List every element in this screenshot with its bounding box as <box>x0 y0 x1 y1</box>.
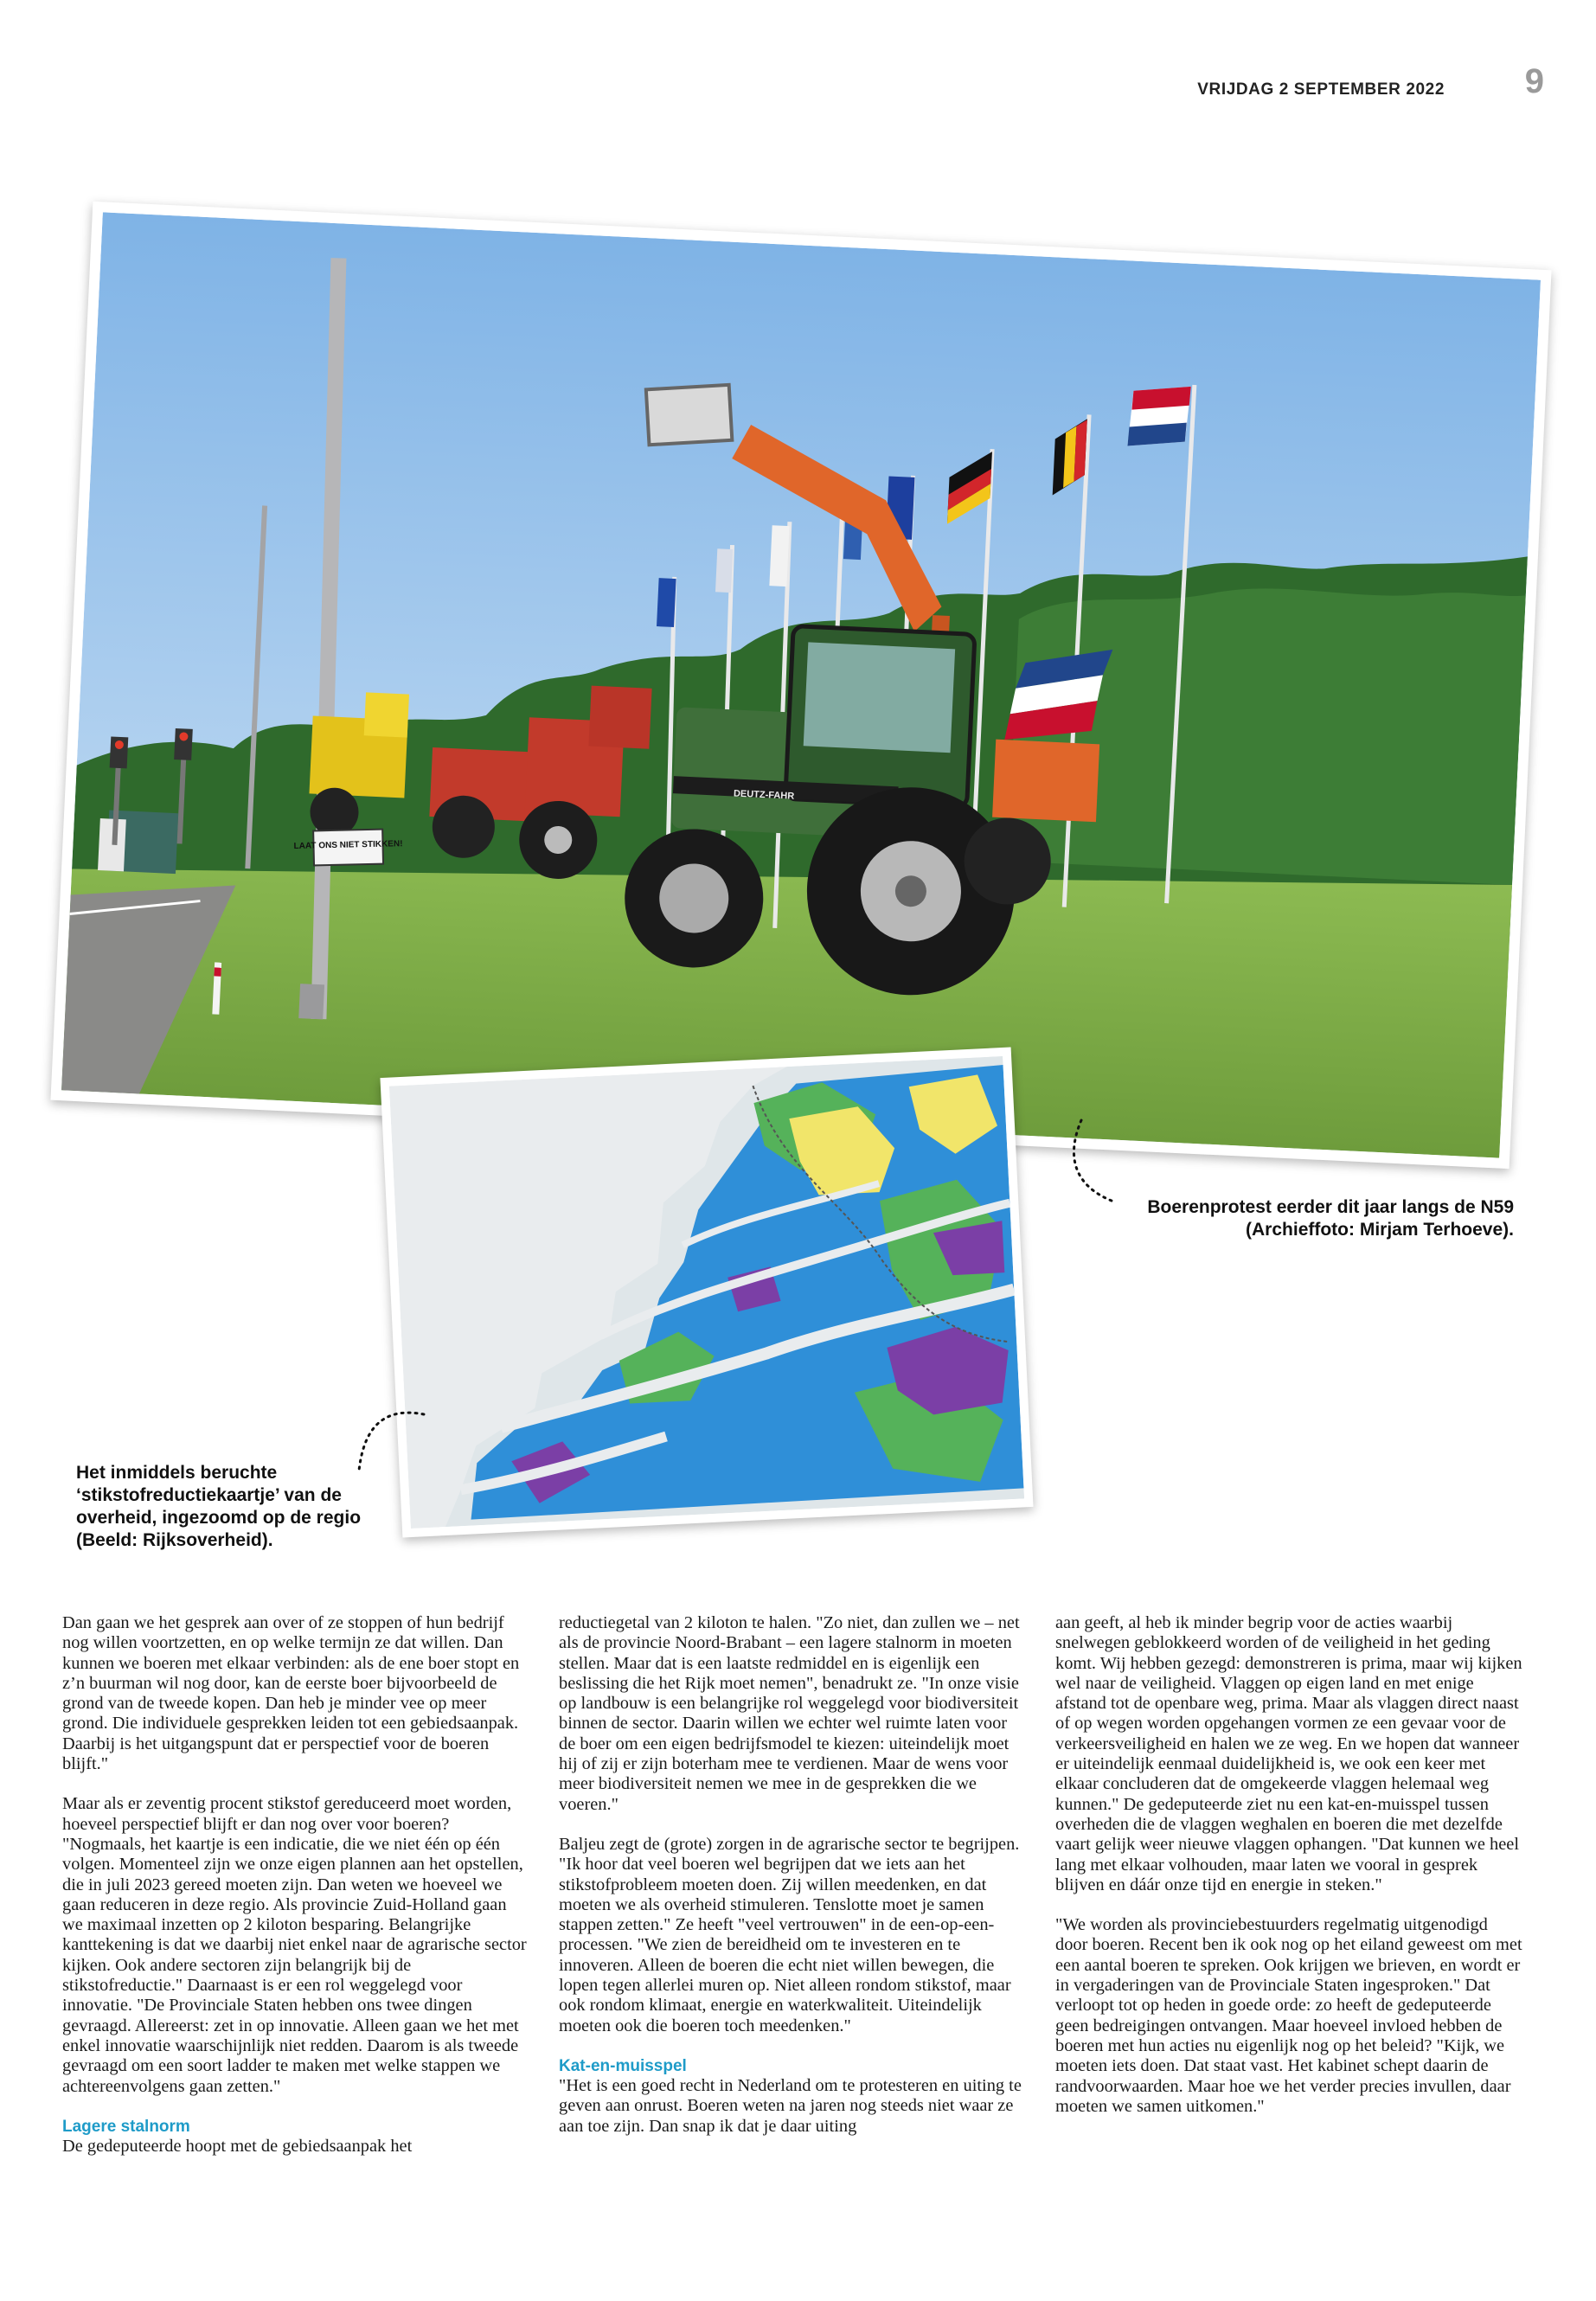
protest-photo-credit: (Archieffoto: Mirjam Terhoeve). <box>1246 1220 1514 1240</box>
map-caption-line: overheid, ingezoomd op de regio <box>76 1508 362 1528</box>
article-column-3 <box>1055 1613 1522 2137</box>
protest-photo-image <box>61 212 1541 1157</box>
article-paragraph: reductiegetal van 2 kiloton te halen. "Zo niet, dan zullen we – net als de provincie Noord-Brabant – een lagere stalnorm in moeten stellen. Maar dat is een laatste redmiddel en is eigenlijk een beslissing die het Rijk moet nemen", benadrukt ze. "In onze visie op landbouw is een belangrijke rol weggelegd voor biodiversiteit binnen de sector. Daarin willen we echter wel ruimte laten voor de boer om een eigen bedrijfsmodel te kiezen: uiteindelijk moet hij of zij er zijn boterham mee te verdienen. Maar de wens voor meer biodiversiteit nemen we mee in de gesprekken die we voeren." <box>559 1613 1020 1814</box>
protest-sign-text: LAAT ONS NIET STIKKEN! <box>293 839 403 851</box>
nitrogen-map-photo <box>380 1047 1033 1537</box>
article-paragraph: Maar als er zeventig procent stikstof gereduceerd moet worden, hoeveel perspectief blijft er dan nog over voor boeren? "Nogmaals, het kaartje is een indicatie, die we niet één op één volgen. Momenteel zijn we onze eigen plannen aan het opstellen, die in juli 2023 gereed moeten zijn. Dan weten we hoeveel we gaan reduceren in deze regio. Als provincie Zuid-Holland gaan we maximaal inzetten op 2 kiloton besparing. Belangrijke kanttekening is dat we daarbij niet enkel naar de agrarische sector kijken. Ook andere sectoren zijn belangrijk bij de stikstofreductie." Daarnaast is er een rol weggelegd voor innovatie. "De Provinciale Staten hebben ons twee dingen gevraagd. Allereerst: zet in op innovatie. Alleen gaan we het met enkel innovatie waarschijnlijk niet redden. Daarom is als tweede gevraagd om een soort ladder te maken met welke stappen we achtereenvolgens gaan zetten." <box>62 1794 527 2096</box>
article-paragraph: De gedeputeerde hoopt met de gebiedsaanpak het <box>62 2136 413 2156</box>
article-paragraph: "We worden als provinciebestuurders regelmatig uitgenodigd door boeren. Recent ben ik ook nog op het eiland geweest om met een aantal boeren te spreken. Ook krijgen we brieven, en wordt er in vergaderingen van de Provinciale Staten ingesproken." Dat verloopt tot op heden in goede orde: zo heeft de gedeputeerde geen bedreigingen ontvangen. Maar hoeveel invloed hebben de boeren met hun acties nu eigenlijk nog op het beleid? "Kijk, we moeten iets doen. Dat staat vast. Het kabinet schept daarin de randvoorwaarden. Maar hoe we het verder precies invullen, daar moeten we samen uitkomen." <box>1055 1915 1522 2116</box>
protest-photo-caption-line: Boerenprotest eerder dit jaar langs de N59 <box>1147 1197 1514 1217</box>
article-column-1 <box>62 1613 529 2157</box>
map-caption-line: ‘stikstofreductiekaartje’ van de <box>76 1485 342 1505</box>
map-caption-line: Het inmiddels beruchte <box>76 1463 278 1483</box>
protest-photo <box>50 202 1551 1169</box>
nitrogen-map-image <box>389 1056 1024 1529</box>
page-date: VRIJDAG 2 SEPTEMBER 2022 <box>1197 80 1445 99</box>
article-paragraph: Dan gaan we het gesprek aan over of ze stoppen of hun bedrijf nog willen voortzetten, en op welke termijn ze dat willen. Dan kunnen we boeren met elkaar verbinden: als de ene boer stopt en z’n buurman wil nog door, kan de eerste boer bijvoorbeeld de grond van de tweede kopen. Dan heb je minder vee op meer grond. Die individuele gesprekken leiden tot een gebiedsaanpak. Daarbij is het uitgangspunt dat er perspectief voor de boeren blijft." <box>62 1613 520 1774</box>
tractor-brand-text: DEUTZ-FAHR <box>733 788 795 802</box>
article-paragraph: aan geeft, al heb ik minder begrip voor de acties waarbij snelwegen geblokkeerd worden of de veiligheid in het geding komt. Wij hebben gezegd: demonstreren is prima, maar wij kijken wel naar de veiligheid. Vlaggen op eigen land en met enige afstand tot de openbare weg, prima. Maar als vlaggen direct naast of op wegen worden opgehangen vormen ze een gevaar voor de verkeersveiligheid en halen we ze weg. En we hopen dat wanneer er uiteindelijk eenmaal duidelijkheid is, we ook een keer met elkaar concluderen dat de omgekeerde vlaggen helemaal weg kunnen." De gedeputeerde ziet nu een kat-en-muisspel tussen overheden die de vlaggen weghalen en boeren die met dezelfde vaart gelijk weer nieuwe vlaggen ophangen. "Dat kunnen we heel lang met elkaar volhouden, maar laten we vooral in gesprek blijven en dáár onze tijd en energie in steken." <box>1055 1613 1522 1894</box>
article-paragraph: "Het is een goed recht in Nederland om te protesteren en uiting te geven aan onrust. Boeren weten na jaren nog steeds niet waar ze aan toe zijn. Dan snap ik dat je daar uiting <box>559 2075 1022 2136</box>
map-caption-credit: (Beeld: Rijksoverheid). <box>76 1530 273 1550</box>
page-number: 9 <box>1524 62 1544 100</box>
article-column-2 <box>559 1613 1026 2137</box>
protest-photo-caption <box>1064 1196 1514 1241</box>
article-subhead: Kat-en-muisspel <box>559 2056 687 2075</box>
article-subhead: Lagere stalnorm <box>62 2117 190 2136</box>
article-paragraph: Baljeu zegt de (grote) zorgen in de agrarische sector te begrijpen. "Ik hoor dat veel boeren wel begrijpen dat we iets aan het stikstofprobleem moeten doen. Zij willen meedenken, en dat moeten we als overheid stimuleren. Tenslotte moet je samen stappen zetten." Ze heeft "veel vertrouwen" in de een-op-een-processen. "We zien de bereidheid om te investeren en te innoveren. Alleen de boeren die echt niet willen bewegen, die lopen tegen allerlei muren op. Niet alleen rondom stikstof, maar ook rondom klimaat, energie en waterkwaliteit. Uiteindelijk moeten ook die boeren toch meedenken." <box>559 1834 1020 2035</box>
map-caption <box>76 1462 396 1552</box>
